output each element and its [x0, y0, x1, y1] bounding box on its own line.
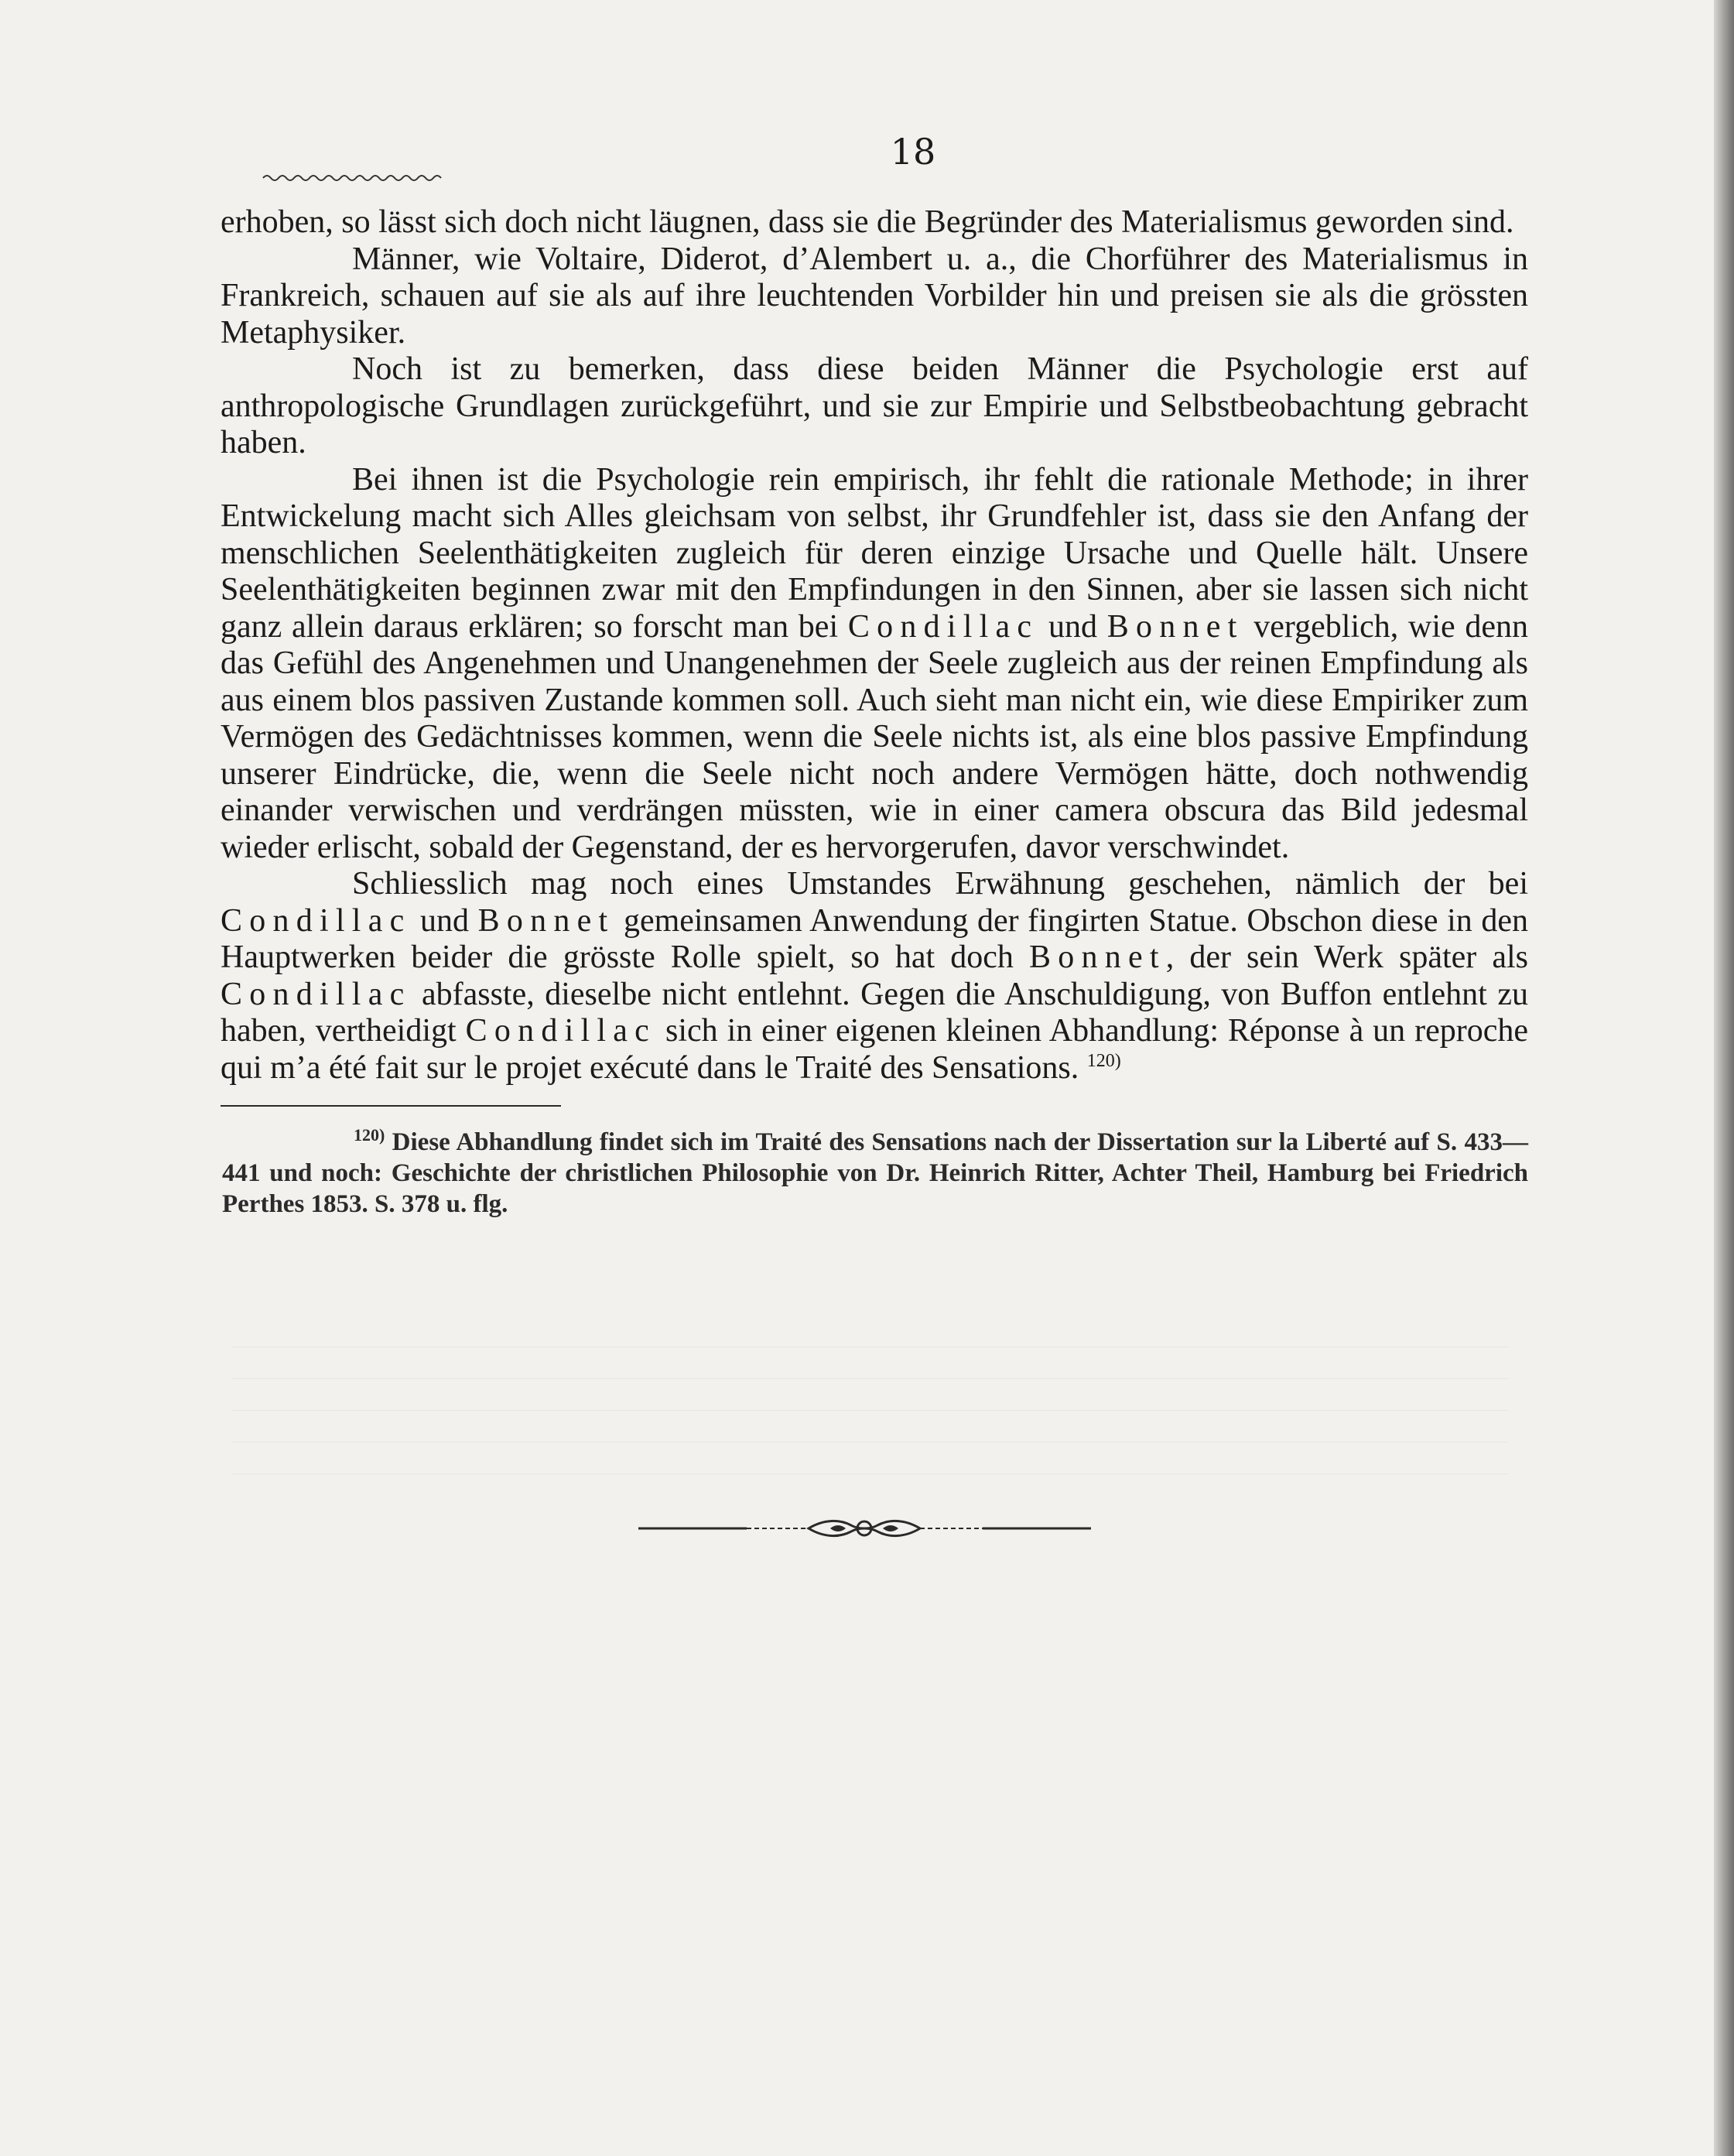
paragraph-3	[221, 351, 1528, 462]
footnote-marker: 120)	[354, 1125, 385, 1145]
paragraph-text: Noch ist zu bemerken, dass diese beiden Männer die Psychologie erst auf anthropologische Grundlagen zurückgeführt, und sie zur Empirie und Selbstbeobachtung gebracht haben.	[221, 351, 1528, 460]
paragraph-text: vergeblich, wie denn das Gefühl des Angenehmen und Unangenehmen der Seele zugleich aus der reinen Empfindung als aus einem blos passiven Zustande kommen soll. Auch sieht man nicht ein, wie diese Empiriker zum Vermögen des Gedächtnisses kommen, wenn die Seele nichts ist, als eine blos passive Empfindung unserer Eindrücke, die, wenn die Seele nicht noch andere Vermögen hätte, doch nothwendig einander verwischen und verdrängen müssten, wie in einer camera obscura das Bild jedesmal wieder erlischt, sobald der Gegenstand, der es hervorgerufen, davor verschwindet.	[221, 608, 1529, 865]
paragraph-2	[221, 241, 1528, 352]
spaced-name: Bonnet	[1106, 608, 1244, 645]
paragraph-text: abfasste, dieselbe nicht entlehnt. Gegen die Anschuldigung, von Buffon entlehnt zu haben, vertheidigt	[221, 976, 1528, 1049]
spaced-name: Condillac	[221, 976, 412, 1012]
page-edge-shadow	[1714, 0, 1734, 2156]
spaced-name: Bonnet	[477, 902, 615, 939]
paragraph-1	[221, 204, 1528, 241]
paragraph-4	[221, 462, 1528, 867]
spaced-name: Condillac	[847, 608, 1039, 645]
page-number-ornament	[259, 172, 445, 184]
paragraph-text: und	[1038, 608, 1107, 645]
paragraph-text: erhoben, so lässt sich doch nicht läugnen, dass sie die Begründer des Materialismus geworden sind.	[221, 204, 1514, 240]
footnote-reference: 120)	[1086, 1050, 1121, 1071]
paragraph-text: gemeinsamen Anwendung der fingirten Statue. Obschon diese in den Hauptwerken beider die grösste Rolle spielt, so hat doch	[221, 902, 1529, 975]
paragraph-text: , der sein Werk später als	[1165, 939, 1528, 975]
paragraph-text: Schliesslich mag noch eines Umstandes Erwähnung geschehen, nämlich der bei	[352, 866, 1528, 902]
paragraph-5	[221, 866, 1528, 1087]
paragraph-text: Männer, wie Voltaire, Diderot, d’Alembert u. a., die Chorführer des Materialismus in Frankreich, schauen auf sie als auf ihre leuchtenden Vorbilder hin und preisen sie als die grössten Metaphysiker.	[221, 241, 1528, 351]
body-text	[221, 204, 1528, 1087]
paragraph-text: sich in einer eigenen kleinen Abhandlung: Réponse à un reproche qui m’a été fait sur le projet exécuté dans le Traité des Sensations.	[221, 1013, 1528, 1086]
footnote-text: Diese Abhandlung findet sich im Traité des Sensations nach der Dissertation sur la Liberté auf S. 433—441 und noch: Geschichte der christlichen Philosophie von Dr. Heinrich Ritter, Achter Theil, Hamburg bei Friedrich Perthes 1853. S. 378 u. flg.	[222, 1128, 1528, 1218]
page-number: 18	[890, 131, 936, 173]
bleed-through-texture	[232, 1316, 1509, 1474]
footnotes	[221, 1127, 1528, 1220]
spaced-name: Bonnet	[1028, 939, 1166, 975]
footnote-rule	[221, 1105, 561, 1107]
end-ornament	[631, 1513, 1099, 1544]
spaced-name: Condillac	[221, 902, 412, 939]
paragraph-text: und	[411, 902, 478, 939]
footnote-120	[222, 1127, 1528, 1220]
page-content	[221, 132, 1528, 1220]
spaced-name: Condillac	[465, 1013, 657, 1049]
paragraph-text: Bei ihnen ist die Psychologie rein empirisch, ihr fehlt die rationale Methode; in ihrer Entwickelung macht sich Alles gleichsam von selbst, ihr Grundfehler ist, dass sie den Anfang der menschlichen Seelenthätigkeiten zugleich für deren einzige Ursache und Quelle hält. Unsere Seelenthätigkeiten beginnen zwar mit den Empfindungen in den Sinnen, aber sie lassen sich nicht ganz allein daraus erklären; so forscht man bei	[221, 461, 1528, 645]
